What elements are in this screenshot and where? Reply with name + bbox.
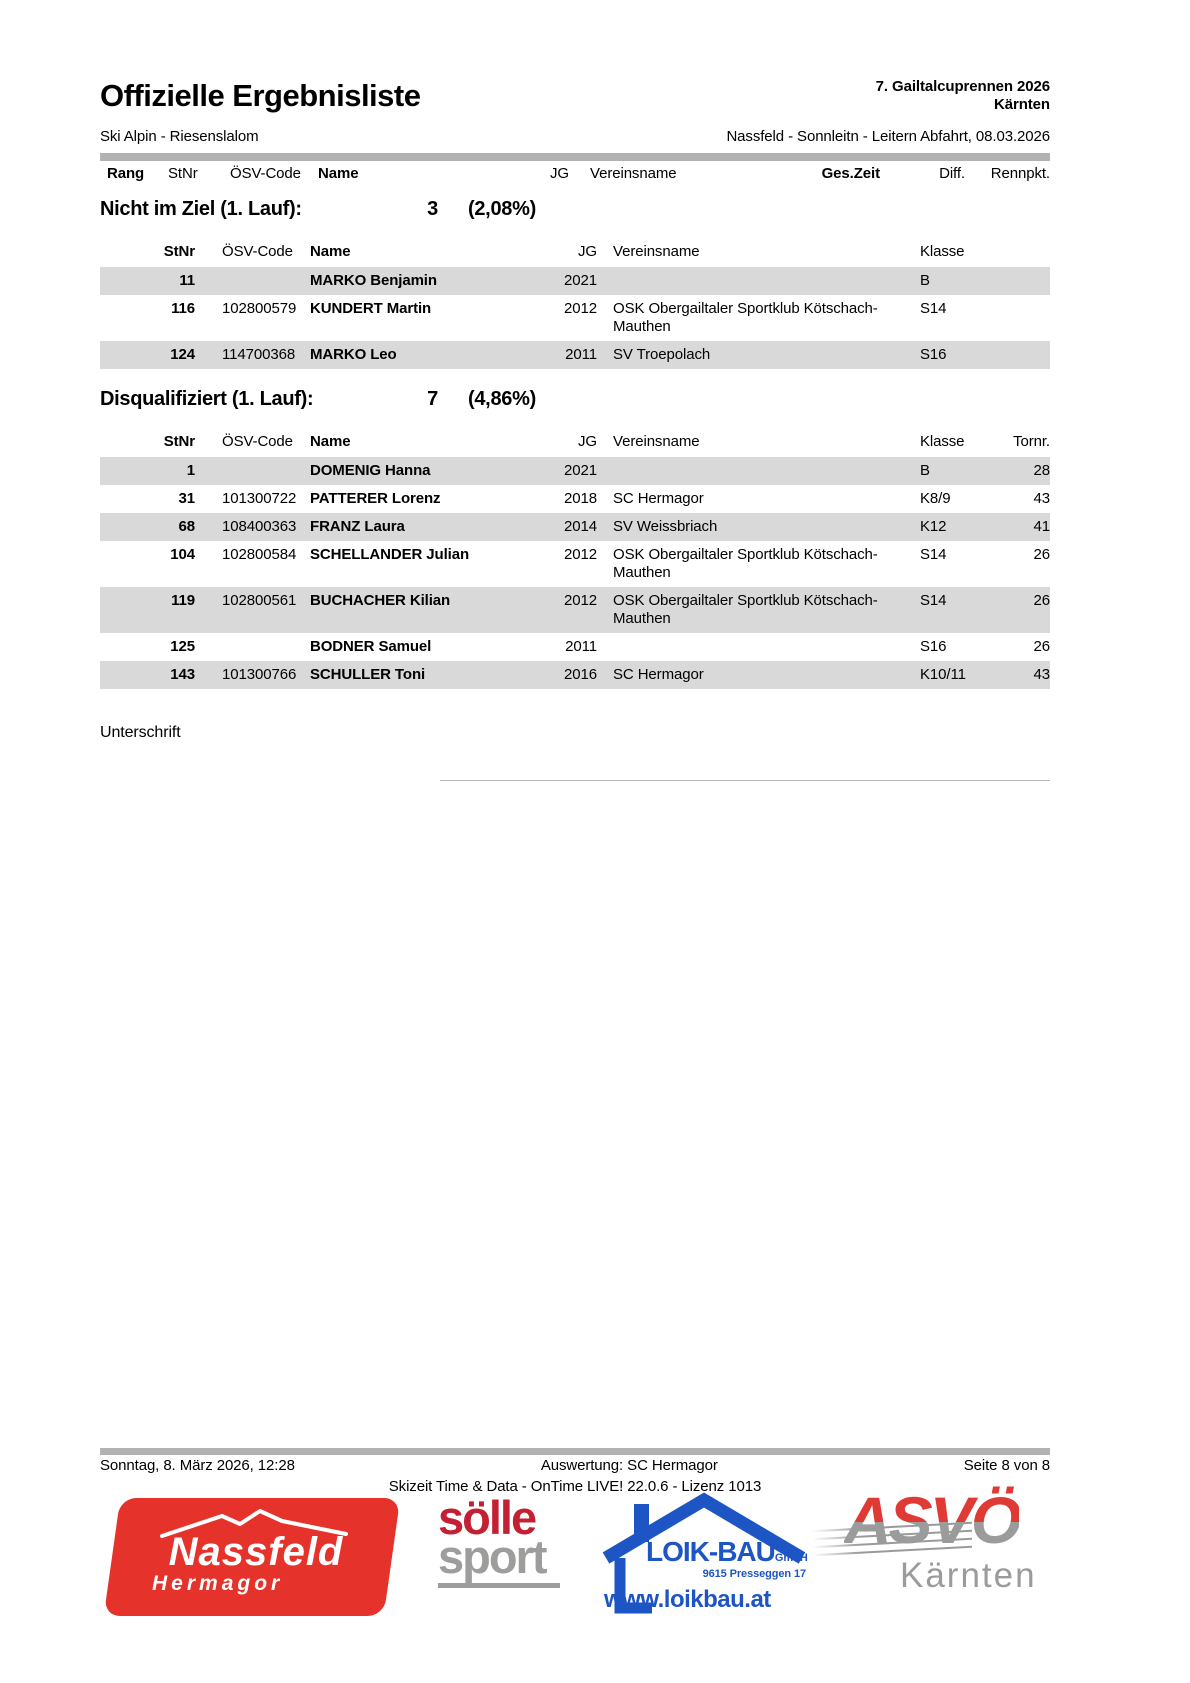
loik-bau-address: 9615 Presseggen 17 <box>702 1568 806 1580</box>
col-geszeit: Ges.Zeit <box>821 165 880 182</box>
cell-stnr: 116 <box>171 300 195 317</box>
cell-code <box>195 267 310 295</box>
cell-tornr: 43 <box>1033 666 1050 683</box>
cell-code: 101300722 <box>222 490 297 507</box>
nicht-im-ziel-table <box>100 238 1050 369</box>
cell-code: 102800579 <box>222 300 297 317</box>
cell-code: 114700368 <box>222 346 296 363</box>
nassfeld-hermagor-logo <box>112 1498 392 1616</box>
cell-code <box>195 457 310 485</box>
cell-stnr: 11 <box>179 272 195 289</box>
cell-name: FRANZ Laura <box>310 518 405 535</box>
sub-col-stnr: StNr <box>163 243 195 260</box>
table-row <box>100 295 1050 341</box>
cell-club: SV Troepolach <box>613 346 711 363</box>
sub-col-stnr: StNr <box>163 433 195 450</box>
cell-klasse: S14 <box>920 300 947 317</box>
loik-bau-suffix: GmbH <box>774 1552 808 1564</box>
signature-line <box>440 780 1050 781</box>
sub-table-header-row <box>100 238 1050 267</box>
cell-club: SC Hermagor <box>613 490 704 507</box>
col-diff: Diff. <box>939 165 965 182</box>
cell-club: SC Hermagor <box>613 666 704 683</box>
loik-bau-name: LOIK-BAU <box>646 1536 775 1567</box>
cell-club: OSK Obergailtaler Sportklub Kötschach-Mauthen <box>613 546 878 581</box>
cell-tornr: 26 <box>1033 592 1050 609</box>
cell-code: 102800561 <box>222 592 297 609</box>
page-title: Offizielle Ergebnisliste <box>100 78 421 113</box>
sub-table-header-row <box>100 428 1050 457</box>
cell-klasse: K10/11 <box>920 666 966 683</box>
section-disqualifiziert <box>100 388 1050 689</box>
soelle-sport-logo <box>438 1491 578 1588</box>
cell-code: 108400363 <box>222 518 297 535</box>
soelle-logo-text: sölle <box>438 1491 536 1544</box>
table-row <box>100 457 1050 485</box>
footer-evaluation: Auswertung: SC Hermagor <box>540 1457 718 1474</box>
col-oesv-code: ÖSV-Code <box>230 165 301 182</box>
discipline-subtitle: Ski Alpin - Riesenslalom <box>100 128 259 145</box>
header-divider-bar <box>100 153 1050 161</box>
section-count: 3 <box>427 198 438 220</box>
cell-name: SCHULLER Toni <box>310 666 426 683</box>
sport-logo-text: sport <box>438 1529 546 1583</box>
table-row <box>100 341 1050 369</box>
cell-tornr: 41 <box>1033 518 1050 535</box>
sub-col-name: Name <box>310 433 351 450</box>
section-title: Disqualifiziert (1. Lauf): <box>100 388 314 410</box>
cell-klasse: B <box>920 272 930 289</box>
sub-col-tornr: Tornr. <box>1013 433 1050 450</box>
nassfeld-logo-text: Nassfeld <box>168 1530 344 1574</box>
cell-klasse: K12 <box>920 518 947 535</box>
cell-tornr: 26 <box>1033 638 1050 655</box>
cell-klasse: S16 <box>920 346 947 363</box>
sub-col-code: ÖSV-Code <box>222 433 293 450</box>
cell-jg: 2012 <box>564 592 597 609</box>
col-vereinsname: Vereinsname <box>590 165 677 182</box>
event-name: 7. Gailtalcuprennen 2026 <box>875 78 1050 95</box>
cell-club: OSK Obergailtaler Sportklub Kötschach-Mauthen <box>613 592 878 627</box>
cell-name: SCHELLANDER Julian <box>310 546 470 563</box>
cell-klasse: K8/9 <box>920 490 951 507</box>
cell-jg: 2011 <box>565 346 597 363</box>
table-row <box>100 513 1050 541</box>
cell-stnr: 1 <box>186 462 195 479</box>
cell-klasse: S16 <box>920 638 947 655</box>
footer-divider-bar <box>100 1448 1050 1455</box>
cell-jg: 2012 <box>564 300 597 317</box>
table-row <box>100 587 1050 633</box>
cell-club <box>597 633 920 661</box>
table-row <box>100 633 1050 661</box>
col-stnr: StNr <box>168 165 198 182</box>
cell-stnr: 119 <box>171 592 195 609</box>
footer-row <box>100 1457 1050 1474</box>
col-jg: JG <box>550 165 569 182</box>
sub-col-club: Vereinsname <box>613 433 700 450</box>
sub-col-name: Name <box>310 243 351 260</box>
sub-col-klasse: Klasse <box>920 433 965 450</box>
cell-jg: 2011 <box>565 638 597 655</box>
loik-bau-text <box>646 1536 808 1568</box>
cell-klasse: B <box>920 462 930 479</box>
cell-club <box>597 267 920 295</box>
cell-name: PATTERER Lorenz <box>310 490 441 507</box>
cell-name: MARKO Leo <box>310 346 397 363</box>
sub-col-jg: JG <box>578 243 597 260</box>
section-heading <box>100 388 1050 412</box>
section-nicht-im-ziel <box>100 198 1050 369</box>
soelle-underline <box>438 1583 560 1588</box>
cell-club <box>597 457 920 485</box>
sub-col-club: Vereinsname <box>613 243 700 260</box>
table-row <box>100 541 1050 587</box>
cell-name: BODNER Samuel <box>310 638 432 655</box>
timing-software-line: Skizeit Time & Data - OnTime LIVE! 22.0.6 - Lizenz 1013 <box>388 1478 762 1495</box>
table-row <box>100 267 1050 295</box>
section-heading <box>100 198 1050 222</box>
page-header <box>100 78 1050 146</box>
event-region: Kärnten <box>994 96 1050 113</box>
cell-stnr: 143 <box>170 666 195 683</box>
col-rang: Rang <box>107 165 145 182</box>
cell-klasse: S14 <box>920 592 947 609</box>
cell-tornr: 26 <box>1033 546 1050 563</box>
cell-tornr: 43 <box>1033 490 1050 507</box>
cell-tornr: 28 <box>1033 462 1050 479</box>
table-row <box>100 485 1050 513</box>
cell-jg: 2018 <box>564 490 597 507</box>
cell-jg: 2014 <box>564 518 597 535</box>
cell-jg: 2012 <box>564 546 597 563</box>
section-title: Nicht im Ziel (1. Lauf): <box>100 198 302 220</box>
event-location: Nassfeld - Sonnleitn - Leitern Abfahrt, 08.03.2026 <box>726 128 1050 145</box>
loik-bau-website: www.loikbau.at <box>604 1586 771 1613</box>
hermagor-logo-text: Hermagor <box>152 1572 284 1595</box>
col-rennpkt: Rennpkt. <box>990 165 1050 182</box>
cell-klasse: S14 <box>920 546 947 563</box>
cell-code: 101300766 <box>222 666 297 683</box>
footer-page-number: Seite 8 von 8 <box>963 1457 1050 1474</box>
cell-jg: 2021 <box>564 272 597 289</box>
cell-stnr: 125 <box>170 638 195 655</box>
asvoe-region-text: Kärnten <box>900 1556 1037 1595</box>
cell-name: BUCHACHER Kilian <box>310 592 451 609</box>
cell-club: SV Weissbriach <box>613 518 718 535</box>
sub-col-jg: JG <box>578 433 597 450</box>
loik-bau-logo <box>596 1492 814 1647</box>
asvoe-logo-text: ASVÖ <box>844 1483 1020 1557</box>
asvoe-kaernten-logo <box>812 1483 1070 1622</box>
table-row <box>100 661 1050 689</box>
sub-col-code: ÖSV-Code <box>222 243 293 260</box>
cell-name: MARKO Benjamin <box>310 272 437 289</box>
sub-col-klasse: Klasse <box>920 243 965 260</box>
cell-stnr: 124 <box>170 346 195 363</box>
cell-jg: 2016 <box>564 666 597 683</box>
section-count: 7 <box>427 388 438 410</box>
disqualifiziert-table <box>100 428 1050 689</box>
cell-code: 102800584 <box>222 546 297 563</box>
cell-stnr: 31 <box>178 490 195 507</box>
section-percent: (4,86%) <box>468 388 536 410</box>
cell-stnr: 104 <box>170 546 195 563</box>
main-column-header <box>100 165 1050 187</box>
footer-datetime: Sonntag, 8. März 2026, 12:28 <box>100 1457 295 1474</box>
col-name: Name <box>318 165 359 182</box>
cell-stnr: 68 <box>178 518 195 535</box>
cell-name: DOMENIG Hanna <box>310 462 431 479</box>
cell-name: KUNDERT Martin <box>310 300 432 317</box>
signature-label: Unterschrift <box>100 724 181 741</box>
cell-jg: 2021 <box>564 462 597 479</box>
cell-club: OSK Obergailtaler Sportklub Kötschach-Mauthen <box>613 300 878 335</box>
cell-code <box>195 633 310 661</box>
section-percent: (2,08%) <box>468 198 536 220</box>
